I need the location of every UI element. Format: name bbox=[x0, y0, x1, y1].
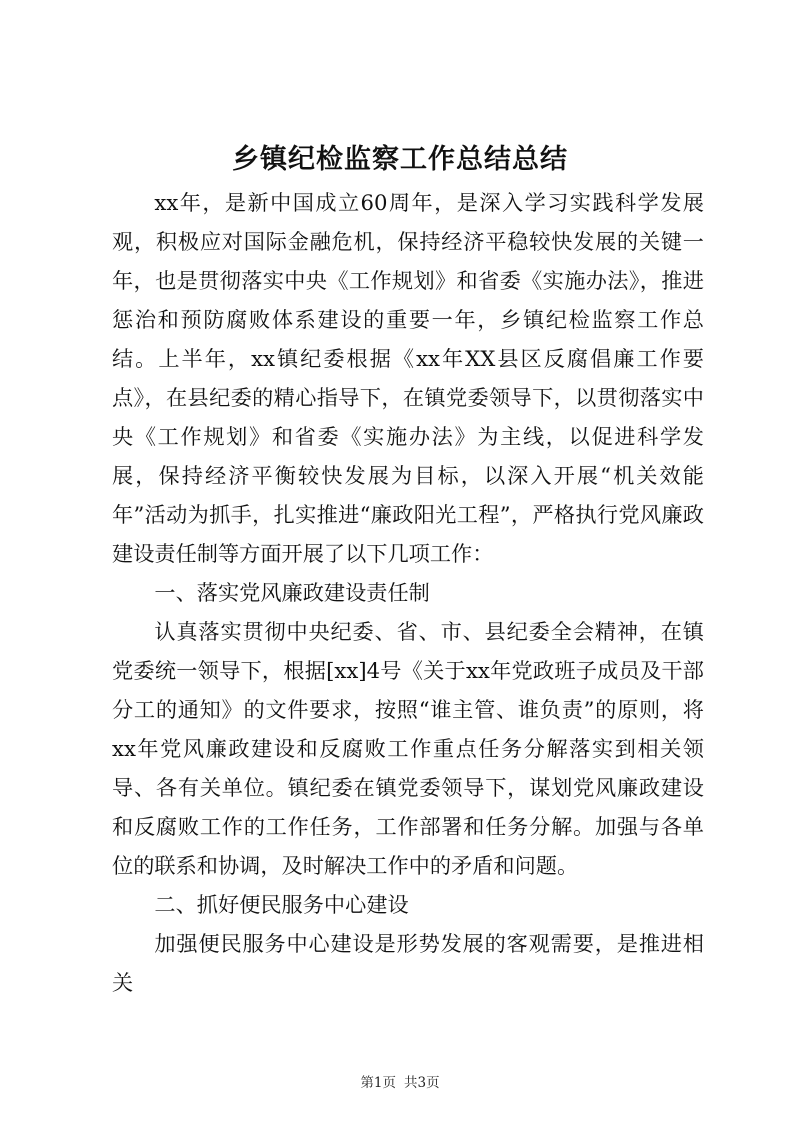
body-paragraph: 加强便民服务中心建设是形势发展的客观需要，是推进相关 bbox=[112, 931, 704, 995]
page-total: 共3页 bbox=[404, 1075, 440, 1091]
page-number: 第1页 bbox=[360, 1075, 396, 1091]
document-body bbox=[112, 183, 704, 1002]
document-title: 乡镇纪检监察工作总结总结 bbox=[232, 144, 568, 175]
body-paragraph: xx年，是新中国成立60周年，是深入学习实践科学发展观，积极应对国际金融危机，保持经济平稳较快发展的关键一年，也是贯彻落实中央《工作规划》和省委《实施办法》，推进惩治和预防腐败体系建设的重要一年，乡镇纪检监察工作总结。上半年，xx镇纪委根据《xx年XX县区反腐倡廉工作要点》，在县纪委的精心指导下，在镇党委领导下，以贯彻落实中央《工作规划》和省委《实施办法》为主线，以促进科学发展，保持经济平衡较快发展为目标，以深入开展“机关效能年”活动为抓手，扎实推进“廉政阳光工程”，严格执行党风廉政建设责任制等方面开展了以下几项工作： bbox=[112, 190, 704, 566]
section-heading: 一、落实党风廉政建设责任制 bbox=[154, 580, 430, 605]
body-paragraph: 认真落实贯彻中央纪委、省、市、县纪委全会精神，在镇党委统一领导下，根据[xx]4号《关于xx年党政班子成员及干部分工的通知》的文件要求，按照“谁主管、谁负责”的原则，将xx年党风廉政建设和反腐败工作重点任务分解落实到相关领导、各有关单位。镇纪委在镇党委领导下，谋划党风廉政建设和反腐败工作的工作任务，工作部署和任务分解。加强与各单位的联系和协调，及时解决工作中的矛盾和问题。 bbox=[112, 619, 704, 878]
section-heading: 二、抓好便民服务中心建设 bbox=[154, 892, 409, 917]
page-footer bbox=[0, 1073, 800, 1093]
